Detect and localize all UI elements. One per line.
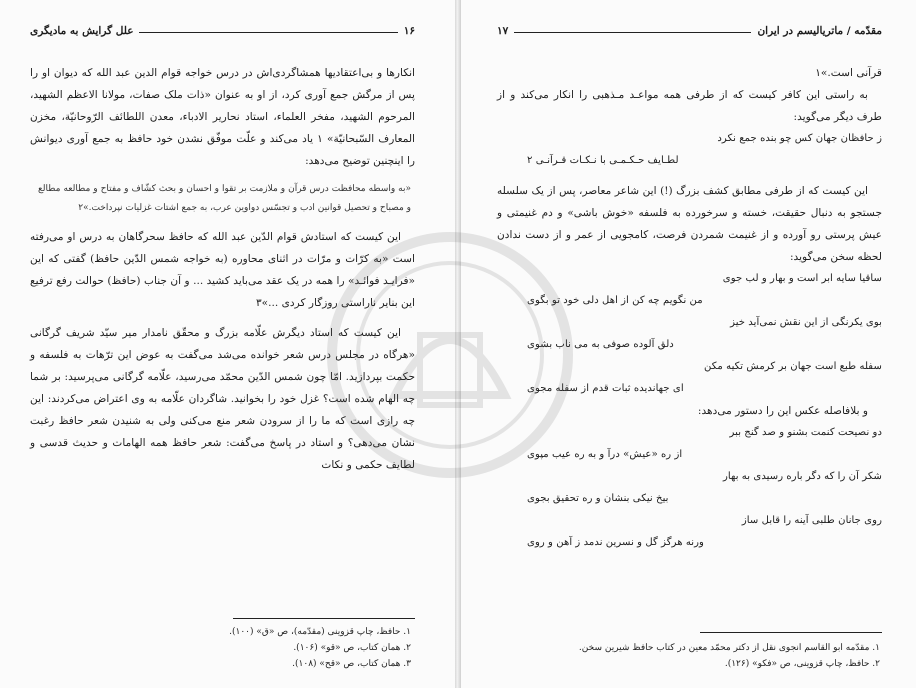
right-verse-2	[497, 268, 882, 400]
right-page-running-title: مقدّمه / ماتریالیسم در ایران	[757, 25, 882, 37]
right-page-number: ۱۷	[497, 25, 509, 37]
verse-line: از ره «عیش» درآ و به ره عیب مپوی	[527, 449, 683, 460]
right-footnote-2: ۲. حافظ، چاپ قزوینی، ص «فکو» (۱۲۶).	[724, 659, 880, 669]
verse-line: ورنه هرگز گل و نسرین ندمد ز آهن و روی	[527, 537, 704, 548]
left-page	[0, 0, 455, 688]
right-paragraph-1: به راستی این کافر کیست که از طرفی همه مواعـد مـذهبی را انکار می‌کند و از طرف دیگر می‌گوید:	[497, 89, 882, 123]
right-footnote-rule	[700, 632, 882, 633]
left-block-quote: «به واسطه محافظت درس قرآن و ملازمت بر تقوا و احسان و بحث کشّاف و مفتاح و مطالعه مطالع و مصباح و تحصیل قوانین ادب و تجسّس دواوین عرب، به جمع اشتات غزلیات نپرداخت.»۲	[38, 184, 411, 213]
right-paragraph-3: و بلافاصله عکس این را دستور می‌دهد:	[697, 405, 868, 417]
verse-line: روی جانان طلبی آینه را قابل ساز	[741, 515, 882, 526]
header-rule	[514, 32, 751, 33]
verse-line: من نگویم چه کن از اهل دلی خود تو بگوی	[527, 295, 703, 306]
verse-line: دلق آلوده صوفی به می ناب بشوی	[527, 339, 674, 350]
verse-line: ساقیا سایه ابر است و بهار و لب جوی	[722, 273, 882, 284]
left-page-number: ۱۶	[403, 25, 415, 37]
left-paragraph-3: این کیست که استاد دیگرش علّامه بزرگ و محقّق نامدار میر سیّد شریف گرگانی «هرگاه در مجلس درس شعر خوانده می‌شد می‌گفت به عوض این ترّهات به فلسفه و حکمت بپردازید. امّا چون شمس الدّین محمّد می‌رسید، علّامه گرگانی می‌پرسید: بر شما چه الهام شده است؟ غزل خود را بخوانید. شاگردان علّامه به وی اعتراض می‌کردند: این چه رازی است که ما را از سرودن شعر منع می‌کنی ولی به شنیدن شعر حافظ رغبت نشان می‌دهی؟ و استاد در پاسخ می‌گفت: شعر حافظ همه الهامات و حدیث قدسی و لطایف حکمی و نکات	[30, 327, 415, 471]
left-footnote-2: ۲. همان کتاب، ص «قو» (۱۰۶).	[293, 643, 411, 653]
left-footnote-1: ۱. حافظ، چاپ قزوینی (مقدّمه)، ص «ق» (۱۰۰).	[229, 627, 411, 637]
right-page	[461, 0, 916, 688]
right-footnotes	[579, 640, 880, 672]
right-paragraph-2: این کیست که از طرفی مطابق کشف بزرگ (!) این شاعر معاصر، پس از یک سلسله جستجو به دنبال حقیقت، خسته و سرخورده به فلسفه «خوش باشی» و دم غنیمتی و عیش پرستی رو آورده و از غنیمت شمردن فرصت، کامجویی از عمر و از دست ندادن لحظه سخن می‌گوید:	[497, 185, 882, 263]
left-page-body	[30, 62, 415, 476]
right-verse-1	[497, 128, 882, 172]
verse-line: دو نصیحت کنمت بشنو و صد گنج ببر	[729, 427, 882, 438]
verse-line: ای جهاندیده ثبات قدم از سفله مجوی	[527, 383, 684, 394]
left-footnote-3: ۳. همان کتاب، ص «قح» (۱۰۸).	[292, 659, 411, 669]
right-footnote-1: ۱. مقدّمه ابو القاسم انجوی نقل از دکتر محمّد معین در کتاب حافظ شیرین سخن.	[578, 643, 880, 653]
verse-line: سفله طبع است جهان بر کرمش تکیه مکن	[704, 361, 882, 372]
left-page-running-title: علل گرایش به مادیگری	[30, 25, 134, 37]
left-page-header	[30, 22, 415, 40]
verse-line: بیخ نیکی بنشان و ره تحقیق بجوی	[527, 493, 669, 504]
verse-line: بوی یکرنگی از این نقش نمی‌آید خیز	[730, 317, 882, 328]
left-footnotes	[229, 624, 411, 672]
header-rule	[139, 32, 397, 33]
right-page-header	[497, 22, 882, 40]
left-paragraph-1: انکارها و بی‌اعتقادیها همشاگردی‌اش در درس خواجه قوام الدین عبد الله که دیوان او را پس از مرگش جمع آوری کرد، از او به عنوان «ذات ملک صفات، مولانا الاعظم الشهید، المرحوم الشهید، مفخر العلماء، استاد نحاریر الادباء، معدن اللطائف الرّوحانیّة، مخزن المعارف السّبحانیّة» ۱ یاد می‌کند و علّت موفّق نشدن خود حافظ به جمع آوری دیوانش را اینچنین توضیح می‌دهد:	[30, 67, 415, 167]
verse-line: شکر آن را که دگر باره رسیدی به بهار	[723, 471, 882, 482]
left-paragraph-2: این کیست که استادش قوام الدّین عبد الله که حافظ سحرگاهان به درس او می‌رفته است «به کرّات و مرّات در اثنای محاوره (به خواجه شمس الدّین حافظ) گفتی که این «فرایـد فوائـد» را همه در یک عقد می‌باید کشید ... و آن جناب (حافظ) حوالت رفع ترفیع این بنایر ناراستی روزگار کردی ...»۳	[30, 231, 415, 309]
left-footnote-rule	[233, 618, 415, 619]
verse-line: لطـایف حـکـمـی با نـکـات قـرآنـی ۲	[527, 155, 679, 166]
right-page-body	[497, 62, 882, 554]
right-verse-3	[497, 422, 882, 554]
verse-line: ز حافظان جهان کس چو بنده جمع نکرد	[717, 133, 882, 144]
right-line-1: قرآنی است.»۱	[815, 67, 882, 79]
